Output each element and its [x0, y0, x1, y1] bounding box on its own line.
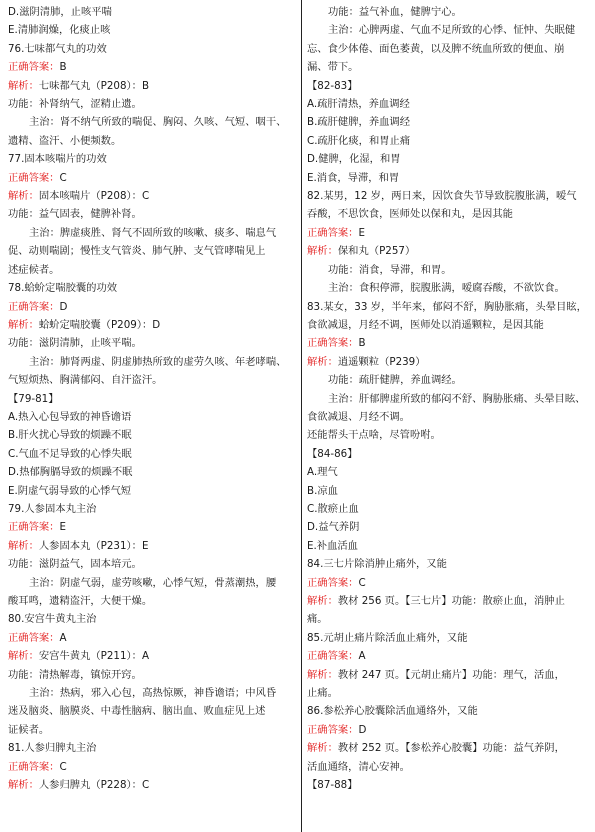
text-line	[307, 95, 589, 113]
text-line	[307, 224, 589, 242]
line-text: 76.七味都气丸的功效	[8, 42, 107, 55]
line-text: A	[59, 631, 67, 644]
line-text: 【79-81】	[8, 392, 59, 405]
text-line	[8, 298, 296, 316]
line-text: 83.某女，33 岁，半年来，郁闷不舒，胸胁胀痛，头晕目眩，	[307, 300, 587, 313]
text-line	[8, 390, 296, 408]
line-text: D.益气养阴	[307, 521, 360, 534]
text-line	[307, 169, 589, 187]
text-line	[307, 334, 589, 352]
answer-label: 正确答案：	[8, 61, 60, 74]
line-text: 81.人参归脾丸主治	[8, 742, 97, 755]
answer-label: 解析：	[307, 742, 338, 755]
text-line	[307, 518, 589, 536]
text-line	[8, 169, 296, 187]
answer-label: 正确答案：	[8, 760, 60, 773]
line-text: E	[358, 226, 365, 239]
text-line	[307, 647, 589, 665]
answer-label: 正确答案：	[8, 300, 60, 313]
text-line	[8, 187, 296, 205]
text-line	[8, 666, 296, 684]
line-text: B.疏肝健脾，养血调经	[307, 116, 411, 129]
line-text: 功能：疏肝健脾，养血调经。	[328, 374, 462, 387]
text-line	[8, 205, 296, 223]
line-text: D.健脾，化湿，和胃	[307, 153, 401, 166]
line-text: 主治：肺肾两虚、阴虚肺热所致的虚劳久咳、年老哮喘、	[29, 355, 287, 368]
line-text: 教材 252 页。【参松养心胶囊】功能：益气养阴，	[337, 742, 565, 755]
text-line	[8, 224, 296, 242]
line-text: 86.参松养心胶囊除活血通络外，又能	[307, 705, 478, 718]
line-text: 79.人参固本丸主治	[8, 502, 97, 515]
line-text: A.疏肝清热，养血调经	[307, 98, 410, 111]
line-text: 教材 256 页。【三七片】功能：散瘀止血，消肿止	[337, 595, 565, 607]
text-line	[8, 316, 296, 334]
answer-label: 解析：	[8, 539, 39, 552]
text-line	[8, 445, 296, 463]
line-text: B.肝火扰心导致的烦躁不眠	[8, 429, 132, 442]
text-line	[8, 739, 296, 757]
text-line	[307, 426, 589, 444]
line-text: 述症候者。	[8, 263, 60, 276]
text-line	[8, 95, 296, 113]
text-line	[8, 721, 296, 739]
text-line	[8, 537, 296, 555]
line-text: 80.安宫牛黄丸主治	[8, 613, 97, 626]
right-column	[307, 3, 589, 794]
text-line	[8, 555, 296, 573]
text-line	[8, 426, 296, 444]
text-line	[8, 279, 296, 297]
line-text: 固本咳喘片（P208）：C	[38, 190, 150, 203]
line-text: C.气血不足导致的心悸失眠	[8, 447, 132, 460]
text-line	[307, 684, 589, 702]
answer-label: 解析：	[8, 779, 39, 792]
answer-label: 解析：	[307, 595, 338, 607]
text-line	[8, 242, 296, 260]
text-line	[307, 610, 589, 628]
line-text: C	[59, 760, 67, 773]
text-line	[307, 482, 589, 500]
text-line	[8, 776, 296, 794]
text-line	[8, 58, 296, 76]
line-text: 功能：消食，导滞，和胃。	[328, 263, 452, 276]
line-text: D.滋阴清肺，止咳平喘	[8, 6, 112, 18]
line-text: 82.某男，12 岁，两日来，因饮食失节导致脘腹胀满，嗳气	[307, 190, 577, 203]
text-line	[307, 629, 589, 647]
line-text: E.阴虚气弱导致的心悸气短	[8, 484, 132, 497]
text-line	[307, 500, 589, 518]
text-line	[8, 150, 296, 168]
text-line	[307, 353, 589, 371]
answer-label: 解析：	[307, 668, 338, 681]
line-text: 功能：益气固表，健脾补肾。	[8, 208, 142, 221]
answer-label: 解析：	[8, 650, 39, 663]
line-text: 84.三七片除消肿止痛外，又能	[307, 558, 447, 571]
text-line	[307, 187, 589, 205]
line-text: E.清肺润燥，化痰止咳	[8, 24, 111, 37]
answer-label: 解析：	[8, 190, 39, 203]
line-text: 主治：肾不纳气所致的喘促、胸闷、久咳、气短、咽干、	[29, 116, 287, 129]
text-line	[8, 758, 296, 776]
line-text: C	[358, 576, 366, 589]
answer-label: 正确答案：	[8, 631, 60, 644]
line-text: 人参归脾丸（P228）：C	[38, 779, 150, 792]
line-text: C.疏肝化痰，和胃止痛	[307, 134, 411, 147]
text-line	[307, 261, 589, 279]
answer-label: 正确答案：	[8, 521, 60, 534]
line-text: 漏、带下。	[307, 61, 359, 74]
text-line	[307, 702, 589, 720]
column-divider	[301, 0, 302, 832]
line-text: C	[59, 171, 67, 184]
text-line	[8, 40, 296, 58]
line-text: B.凉血	[307, 484, 338, 497]
left-column	[8, 3, 296, 794]
text-line	[307, 205, 589, 223]
text-line	[307, 574, 589, 592]
line-text: 气短烦热、胸满郁闷、自汗盗汗。	[8, 374, 163, 387]
text-line	[307, 776, 589, 794]
text-line	[8, 500, 296, 518]
text-line	[307, 298, 589, 316]
answer-label: 正确答案：	[8, 171, 60, 184]
line-text: E	[59, 521, 66, 534]
text-line	[8, 684, 296, 702]
answer-label: 解析：	[8, 79, 39, 92]
line-text: D	[358, 723, 367, 736]
text-line	[307, 132, 589, 150]
line-text: E.消食，导滞，和胃	[307, 171, 400, 184]
text-line	[8, 482, 296, 500]
line-text: A.理气	[307, 466, 338, 479]
text-line	[307, 371, 589, 389]
text-line	[307, 316, 589, 334]
line-text: 安宫牛黄丸（P211）：A	[38, 650, 150, 663]
text-line	[307, 279, 589, 297]
line-text: 主治：心脾两虚、气血不足所致的心悸、怔忡、失眠健	[328, 24, 576, 37]
text-line	[8, 371, 296, 389]
line-text: 主治：食积停滞，脘腹胀满，嗳腐吞酸，不欲饮食。	[328, 282, 565, 295]
text-line	[8, 334, 296, 352]
line-text: 吞酸，不思饮食，医师处以保和丸，是因其能	[307, 208, 513, 221]
text-line	[307, 21, 589, 39]
text-line	[8, 463, 296, 481]
text-line	[8, 518, 296, 536]
line-text: 逍遥颗粒（P239）	[337, 355, 426, 368]
line-text: B	[358, 337, 366, 350]
text-line	[307, 390, 589, 408]
text-line	[8, 3, 296, 21]
line-text: 主治：阴虚气弱，虚劳咳嗽，心悸气短，骨蒸潮热，腰	[29, 576, 277, 589]
text-line	[8, 629, 296, 647]
line-text: 忘、食少体倦、面色萎黄，以及脾不统血所致的便血、崩	[307, 42, 565, 55]
text-line	[307, 592, 589, 610]
line-text: 痛。	[307, 613, 328, 626]
line-text: 77.固本咳喘片的功效	[8, 153, 107, 166]
line-text: 酸耳鸣，遗精盗汗，大便干燥。	[8, 595, 153, 607]
line-text: 主治：热病，邪入心包，高热惊厥，神昏谵语；中风昏	[29, 687, 277, 700]
line-text: D.热郁胸膈导致的烦躁不眠	[8, 466, 133, 479]
answer-label: 正确答案：	[307, 576, 359, 589]
line-text: 七味都气丸（P208）：B	[38, 79, 150, 92]
line-text: 止痛。	[307, 687, 338, 700]
text-line	[307, 463, 589, 481]
text-line	[8, 408, 296, 426]
text-line	[8, 353, 296, 371]
line-text: E.补血活血	[307, 539, 358, 552]
line-text: 食欲减退，月经不调，医师处以消遥颗粒，是因其能	[307, 318, 544, 331]
answer-label: 解析：	[8, 318, 39, 331]
text-line	[8, 132, 296, 150]
line-text: 蛤蚧定喘胶囊（P209）：D	[38, 318, 161, 331]
line-text: D	[59, 300, 68, 313]
text-line	[307, 555, 589, 573]
line-text: 主治：肝郁脾虚所致的郁闷不舒、胸胁胀痛、头晕目眩、	[328, 392, 586, 405]
text-line	[307, 445, 589, 463]
text-line	[307, 758, 589, 776]
line-text: 功能：益气补血，健脾宁心。	[328, 6, 462, 18]
text-line	[307, 40, 589, 58]
line-text: 活血通络，清心安神。	[307, 760, 410, 773]
line-text: 迷及脑炎、脑膜炎、中毒性脑病、脑出血、败血症见上述	[8, 705, 266, 718]
line-text: 食欲减退、月经不调。	[307, 410, 410, 423]
text-line	[307, 113, 589, 131]
answer-label: 正确答案：	[307, 650, 359, 663]
text-line	[8, 610, 296, 628]
line-text: 教材 247 页。【元胡止痛片】功能：理气，活血，	[337, 668, 565, 681]
answer-label: 解析：	[307, 245, 338, 258]
line-text: 【84-86】	[307, 447, 358, 460]
text-line	[307, 408, 589, 426]
line-text: 促、动则喘剧；慢性支气管炎、肺气肿、支气管哮喘见上	[8, 245, 266, 258]
answer-label: 解析：	[307, 355, 338, 368]
line-text: 还能帮头干点啥，尽管吩咐。	[307, 429, 441, 442]
line-text: 证候者。	[8, 723, 50, 736]
text-line	[8, 77, 296, 95]
text-line	[8, 702, 296, 720]
text-line	[8, 113, 296, 131]
line-text: 【82-83】	[307, 79, 358, 92]
line-text: 主治：脾虚痰胜、肾气不固所致的咳嗽、痰多、喘息气	[29, 226, 277, 239]
line-text: 功能：清热解毒，镇惊开窍。	[8, 668, 142, 681]
line-text: A.热入心包导致的神昏谵语	[8, 410, 132, 423]
line-text: 78.蛤蚧定喘胶囊的功效	[8, 282, 118, 295]
text-line	[307, 77, 589, 95]
text-line	[307, 739, 589, 757]
text-line	[8, 574, 296, 592]
line-text: B	[59, 61, 67, 74]
line-text: 功能：滋阴益气，固本培元。	[8, 558, 142, 571]
text-line	[307, 242, 589, 260]
text-line	[307, 666, 589, 684]
line-text: 85.元胡止痛片除活血止痛外，又能	[307, 631, 468, 644]
text-line	[307, 3, 589, 21]
text-line	[8, 261, 296, 279]
line-text: 功能：滋阴清肺，止咳平喘。	[8, 337, 142, 350]
text-line	[307, 150, 589, 168]
text-line	[307, 58, 589, 76]
answer-label: 正确答案：	[307, 723, 359, 736]
line-text: 遗精、盗汗、小便频数。	[8, 134, 122, 147]
answer-label: 正确答案：	[307, 226, 359, 239]
answer-label: 正确答案：	[307, 337, 359, 350]
line-text: 功能：补肾纳气，涩精止遗。	[8, 98, 142, 111]
line-text: 【87-88】	[307, 779, 358, 792]
line-text: C.散瘀止血	[307, 502, 359, 515]
line-text: A	[358, 650, 366, 663]
text-line	[307, 721, 589, 739]
text-line	[8, 21, 296, 39]
text-line	[8, 592, 296, 610]
line-text: 保和丸（P257）	[337, 245, 416, 258]
line-text: 人参固本丸（P231）：E	[38, 539, 149, 552]
text-line	[307, 537, 589, 555]
text-line	[8, 647, 296, 665]
